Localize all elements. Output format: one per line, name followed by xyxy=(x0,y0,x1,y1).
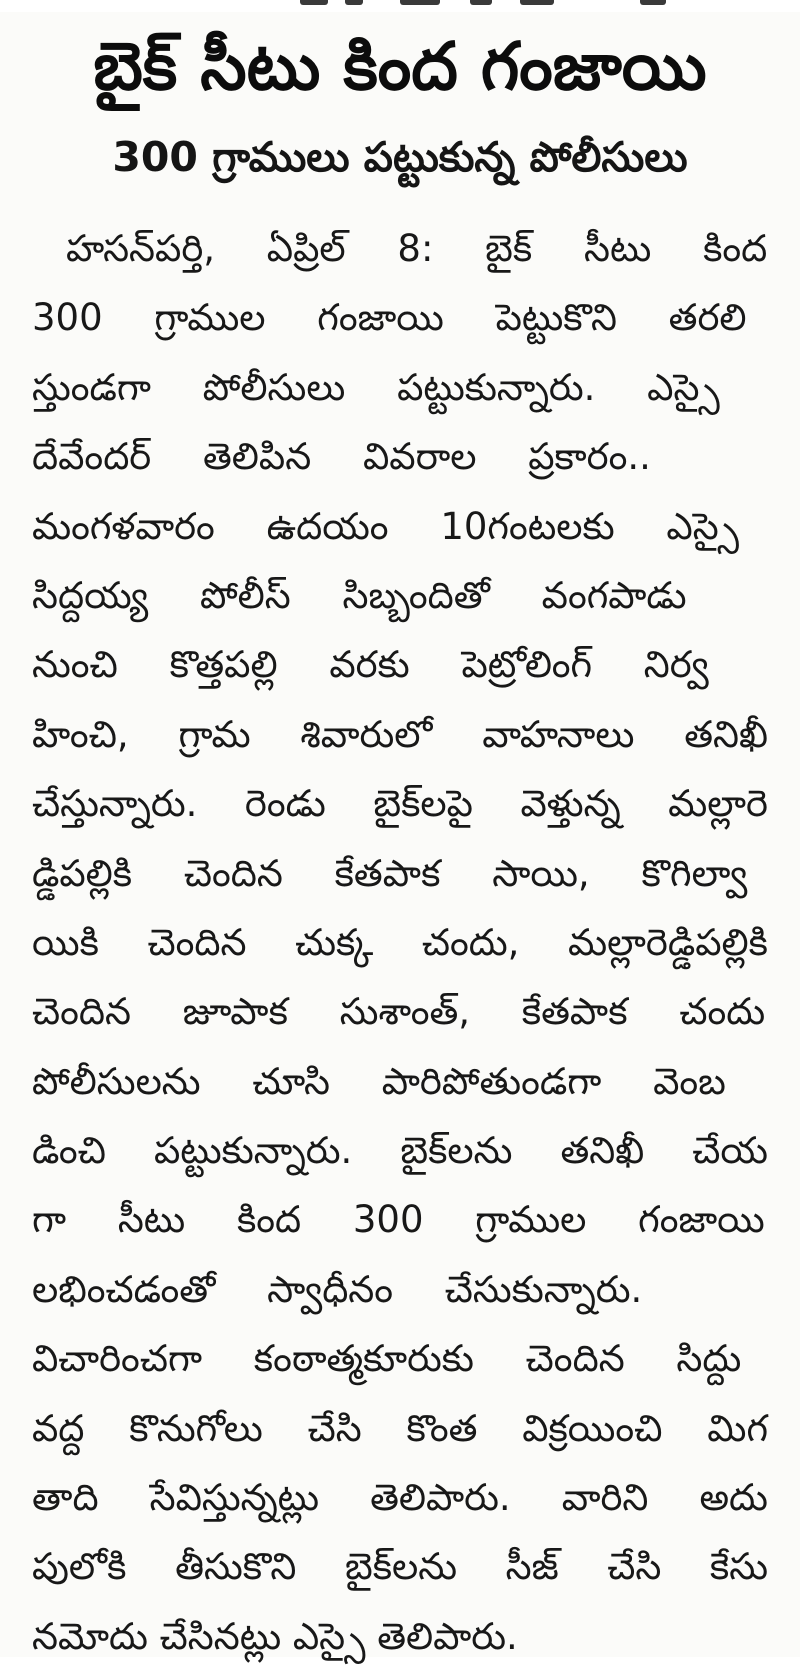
article-body-line: తాది సేవిస్తున్నట్లు తెలిపారు. వారిని అదు xyxy=(32,1476,768,1520)
article-body-line: హించి, గ్రామ శివారులో వాహనాలు తనిఖీ xyxy=(32,712,769,756)
article-body-line: సిద్దయ్య పోలీస్ సిబ్బందితో వంగపాడు xyxy=(32,573,687,617)
article-body-line: చెందిన జూపాక సుశాంత్, కేతపాక చందు xyxy=(32,990,766,1034)
article-body-line: నుంచి కొత్తపల్లి వరకు పెట్రోలింగ్ నిర్వ xyxy=(32,643,709,687)
article-body-line: వద్ద కొనుగోలు చేసి కొంత విక్రయించి మిగ xyxy=(32,1406,769,1450)
cut-letter-fragment xyxy=(470,0,492,5)
article-body-line: మంగళవారం ఉదయం 10గంటలకు ఎస్సై xyxy=(32,504,739,548)
article-body-line: డ్డిపల్లికి చెందిన కేతపాక సాయి, కొగిల్వా xyxy=(32,851,748,895)
article-body-line: విచారించగా కంఠాత్మకూరుకు చెందిన సిద్దు xyxy=(32,1337,742,1381)
article-body-line: పోలీసులను చూసి పారిపోతుండగా వెంబ xyxy=(32,1059,726,1103)
article-body-line: పులోకి తీసుకొని బైక్‌లను సీజ్ చేసి కేసు xyxy=(32,1545,769,1589)
article-body-line: గా సీటు కింద 300 గ్రాముల గంజాయి xyxy=(32,1198,765,1242)
cut-edge-previous-article xyxy=(0,0,800,12)
article-body-line: దేవేందర్ తెలిపిన వివరాల ప్రకారం.. xyxy=(32,435,651,479)
article-body-line: స్తుండగా పోలీసులు పట్టుకున్నారు. ఎస్సై xyxy=(32,365,720,409)
cut-letter-fragment xyxy=(300,0,328,5)
article-body-line: డించి పట్టుకున్నారు. బైక్‌లను తనిఖీ చేయ xyxy=(32,1129,768,1173)
article-body-line: నమోదు చేసినట్లు ఎస్సై తెలిపారు. xyxy=(32,1614,518,1658)
article-headline: బైక్ సీటు కింద గంజాయి xyxy=(93,28,707,105)
cut-letter-fragment xyxy=(400,0,440,5)
cut-letter-fragment xyxy=(345,0,363,5)
article-body-line: హసన్‌పర్తి, ఏప్రిల్ 8: బైక్ సీటు కింద xyxy=(66,227,768,270)
article-body-line: లభించడంతో స్వాధీనం చేసుకున్నారు. xyxy=(32,1267,643,1311)
article-subheadline: 300 గ్రాములు పట్టుకున్న పోలీసులు xyxy=(112,133,688,181)
article-body-line: 300 గ్రాముల గంజాయి పెట్టుకొని తరలి xyxy=(32,296,747,340)
article-body-line: చేస్తున్నారు. రెండు బైక్‌లపై వెళ్తున్న మల్లారె xyxy=(32,782,768,826)
cut-letter-fragment xyxy=(520,0,554,5)
cut-letter-fragment xyxy=(640,0,666,5)
article-body-line: యికి చెందిన చుక్క చందు, మల్లారెడ్డిపల్లికి xyxy=(32,920,768,964)
article-body xyxy=(32,214,772,1671)
